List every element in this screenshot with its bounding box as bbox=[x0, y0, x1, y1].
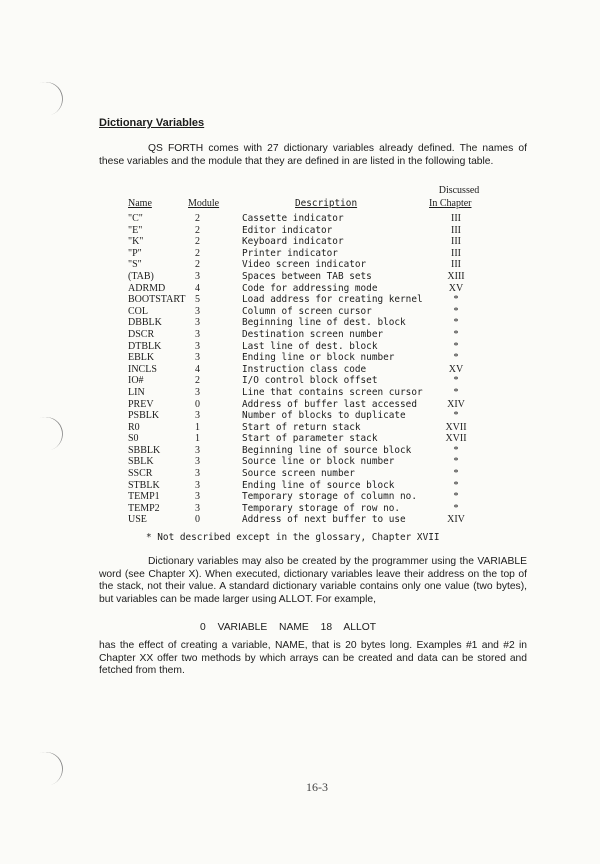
module-number: 3 bbox=[195, 317, 200, 329]
variable-description: Spaces between TAB sets bbox=[242, 270, 372, 282]
chapter-reference: III bbox=[451, 236, 461, 248]
table-row bbox=[0, 248, 600, 260]
variable-description: Temporary storage of column no. bbox=[242, 491, 417, 503]
description-header: Description bbox=[295, 198, 358, 209]
variable-name: "K" bbox=[128, 236, 144, 248]
table-row bbox=[0, 375, 600, 387]
table-row bbox=[0, 503, 600, 515]
table-row bbox=[0, 422, 600, 434]
variable-name: R0 bbox=[128, 421, 140, 433]
module-number: 2 bbox=[195, 259, 200, 271]
chapter-reference: * bbox=[453, 410, 459, 422]
variable-description: Source screen number bbox=[242, 468, 355, 480]
variable-name: TEMP2 bbox=[128, 502, 160, 514]
module-number: 0 bbox=[195, 514, 200, 526]
module-number: 3 bbox=[195, 468, 200, 480]
variable-description: Column of screen cursor bbox=[242, 305, 372, 317]
module-number: 0 bbox=[195, 398, 200, 410]
module-number: 3 bbox=[195, 340, 200, 352]
table-row bbox=[0, 445, 600, 457]
chapter-reference: * bbox=[453, 502, 459, 514]
variable-description: Destination screen number bbox=[242, 328, 384, 340]
variable-name: DBBLK bbox=[128, 317, 162, 329]
variable-name: SBBLK bbox=[128, 444, 161, 456]
module-number: 3 bbox=[195, 328, 200, 340]
variable-name: "E" bbox=[128, 224, 143, 236]
variable-name: INCLS bbox=[128, 363, 157, 375]
table-row bbox=[0, 306, 600, 318]
variable-description: Line that contains screen cursor bbox=[242, 386, 423, 398]
chapter-reference: * bbox=[453, 328, 459, 340]
module-number: 2 bbox=[195, 213, 200, 224]
variable-description: Address of next buffer to use bbox=[242, 514, 406, 526]
variable-name: DTBLK bbox=[128, 340, 162, 352]
variable-name: USE bbox=[128, 514, 147, 526]
variable-name: EBLK bbox=[128, 352, 155, 364]
chapter-reference: III bbox=[451, 259, 461, 271]
intro-text: QS FORTH comes with 27 dictionary variables already defined. The names of these variables and the module that they are defined in are listed in the following table. bbox=[99, 143, 527, 167]
variable-name: (TAB) bbox=[128, 270, 154, 282]
table-row bbox=[0, 329, 600, 341]
module-number: 5 bbox=[195, 294, 200, 306]
chapter-reference: * bbox=[453, 352, 459, 364]
variable-name: S0 bbox=[128, 433, 139, 445]
chapter-reference: * bbox=[453, 491, 459, 503]
table-row bbox=[0, 341, 600, 353]
variable-name: PREV bbox=[128, 398, 154, 410]
table-row bbox=[0, 317, 600, 329]
module-number: 2 bbox=[195, 375, 200, 387]
module-number: 3 bbox=[195, 386, 200, 398]
variable-name: ADRMD bbox=[128, 282, 166, 294]
variable-description: Address of buffer last accessed bbox=[242, 398, 417, 410]
module-number: 3 bbox=[195, 502, 200, 514]
table-row bbox=[0, 236, 600, 248]
variable-description: Beginning line of dest. block bbox=[242, 317, 406, 329]
module-number: 2 bbox=[195, 247, 200, 259]
chapter-reference: XIV bbox=[447, 398, 465, 410]
variable-description: Video screen indicator bbox=[242, 259, 367, 271]
variables-table bbox=[0, 213, 600, 526]
chapter-reference: III bbox=[451, 213, 461, 224]
page-number: 16-3 bbox=[306, 780, 328, 794]
variable-description: Ending line or block number bbox=[242, 352, 395, 364]
table-row bbox=[0, 259, 600, 271]
punch-hole-mark bbox=[23, 77, 68, 121]
variable-description: I/O control block offset bbox=[242, 375, 378, 387]
chapter-reference: * bbox=[453, 386, 459, 398]
table-row bbox=[0, 283, 600, 295]
chapter-reference: III bbox=[451, 224, 461, 236]
variable-name: IO# bbox=[128, 375, 144, 387]
intro-paragraph bbox=[99, 143, 527, 168]
chapter-reference: XIII bbox=[447, 270, 465, 282]
chapter-reference: III bbox=[451, 247, 461, 259]
variable-description: Start of return stack bbox=[242, 421, 361, 433]
table-row bbox=[0, 225, 600, 237]
section-heading: Dictionary Variables bbox=[99, 117, 205, 129]
chapter-reference: XVII bbox=[445, 421, 467, 433]
table-row bbox=[0, 514, 600, 526]
variable-description: Beginning line of source block bbox=[242, 444, 412, 456]
table-row bbox=[0, 410, 600, 422]
table-row bbox=[0, 213, 600, 225]
variable-name: "P" bbox=[128, 247, 142, 259]
variable-description: Instruction class code bbox=[242, 363, 367, 375]
variable-name: PSBLK bbox=[128, 410, 160, 422]
module-number: 3 bbox=[195, 479, 200, 491]
variable-description: Last line of dest. block bbox=[242, 340, 378, 352]
chapter-reference: XIV bbox=[447, 514, 465, 526]
table-row bbox=[0, 387, 600, 399]
table-row bbox=[0, 456, 600, 468]
table-row bbox=[0, 352, 600, 364]
table-row bbox=[0, 294, 600, 306]
module-number: 3 bbox=[195, 444, 200, 456]
variable-name: BOOTSTART bbox=[128, 294, 186, 306]
module-number: 3 bbox=[195, 491, 200, 503]
module-number: 4 bbox=[195, 363, 200, 375]
variable-name: SSCR bbox=[128, 468, 153, 480]
name-header: Name bbox=[128, 198, 152, 209]
chapter-header: In Chapter bbox=[429, 198, 472, 209]
variable-description: Temporary storage of row no. bbox=[242, 502, 401, 514]
module-number: 3 bbox=[195, 270, 200, 282]
module-number: 2 bbox=[195, 236, 200, 248]
chapter-reference: XV bbox=[448, 282, 464, 294]
table-row bbox=[0, 364, 600, 376]
variable-description: Printer indicator bbox=[242, 247, 338, 259]
chapter-reference: * bbox=[453, 305, 459, 317]
variable-name: LIN bbox=[128, 386, 145, 398]
variable-name: COL bbox=[128, 305, 148, 317]
table-row bbox=[0, 491, 600, 503]
punch-hole-mark bbox=[23, 747, 68, 791]
closing-paragraph: has the effect of creating a variable, NAME, that is 20 bytes long. Examples #1 and #2 in Chapter XX offer two methods by which arrays can be created and data can be stored and fetched from them. bbox=[99, 640, 527, 677]
table-row bbox=[0, 399, 600, 411]
chapter-reference: * bbox=[453, 375, 459, 387]
table-row bbox=[0, 433, 600, 445]
variable-name: STBLK bbox=[128, 479, 160, 491]
table-row bbox=[0, 468, 600, 480]
discussed-header: Discussed bbox=[438, 185, 480, 196]
variable-description: Ending line of source block bbox=[242, 479, 395, 491]
variable-description: Cassette indicator bbox=[242, 213, 344, 224]
code-example: 0 VARIABLE NAME 18 ALLOT bbox=[200, 622, 377, 633]
module-number: 1 bbox=[195, 433, 200, 445]
chapter-reference: * bbox=[453, 456, 459, 468]
variable-name: "C" bbox=[128, 213, 143, 224]
variable-name: SBLK bbox=[128, 456, 154, 468]
chapter-reference: * bbox=[453, 317, 459, 329]
variable-name: "S" bbox=[128, 259, 142, 271]
module-number: 3 bbox=[195, 352, 200, 364]
module-number: 4 bbox=[195, 282, 200, 294]
chapter-reference: * bbox=[453, 444, 459, 456]
chapter-reference: * bbox=[453, 294, 459, 306]
chapter-reference: XVII bbox=[445, 433, 467, 445]
chapter-reference: XV bbox=[448, 363, 464, 375]
module-number: 2 bbox=[195, 224, 200, 236]
body-paragraph bbox=[99, 556, 527, 606]
variable-description: Start of parameter stack bbox=[242, 433, 378, 445]
module-number: 3 bbox=[195, 456, 200, 468]
variable-name: DSCR bbox=[128, 328, 155, 340]
variable-description: Load address for creating kernel bbox=[242, 294, 423, 306]
chapter-reference: * bbox=[453, 468, 459, 480]
table-footnote: * Not described except in the glossary, Chapter XVII bbox=[146, 532, 440, 543]
variable-description: Source line or block number bbox=[242, 456, 395, 468]
variable-description: Keyboard indicator bbox=[242, 236, 344, 248]
variable-name: TEMP1 bbox=[128, 491, 160, 503]
module-header: Module bbox=[188, 198, 220, 209]
variable-description: Number of blocks to duplicate bbox=[242, 410, 406, 422]
body-paragraph-text: Dictionary variables may also be created by the programmer using the VARIABLE word (see Chapter X). When executed, dictionary variables leave their address on the top of the stack, not their value. A standard dictionary variable contains only one value (two bytes), but variables can be made larger using ALLOT. For example, bbox=[99, 556, 527, 605]
chapter-reference: * bbox=[453, 340, 459, 352]
table-row bbox=[0, 271, 600, 283]
module-number: 3 bbox=[195, 305, 200, 317]
module-number: 3 bbox=[195, 410, 200, 422]
module-number: 1 bbox=[195, 421, 200, 433]
variable-description: Code for addressing mode bbox=[242, 282, 378, 294]
table-row bbox=[0, 480, 600, 492]
variable-description: Editor indicator bbox=[242, 224, 333, 236]
chapter-reference: * bbox=[453, 479, 459, 491]
